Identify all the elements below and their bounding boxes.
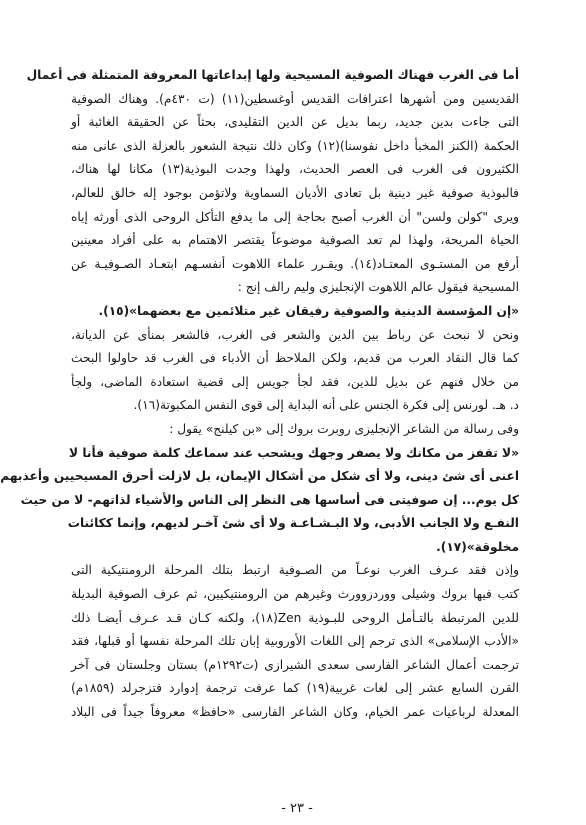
paragraph — [71, 418, 519, 442]
document-page — [0, 64, 520, 725]
text-line: اعنى أى شئ دينى، ولا أى شكل من أشكال الإيمان، بل لازلت أحرق المسيحيين وأعذبهم — [0, 469, 519, 484]
paragraph — [0, 442, 519, 560]
text-line: ترجمت أعمال الشاعر الفارسى سعدى الشيرازى (ت١٢٩٢م) بستان وجلستان فى آخر — [71, 657, 519, 672]
text-line: من خلال فنهم عن بديل للدين، فقد لجأ جويس إلى قضية استعادة الماضى، ولجأ — [71, 374, 519, 389]
text-line: «إن المؤسسة الدينية والصوفية رفيقان غير متلائمين مع بعضهما»(١٥). — [98, 303, 519, 318]
paragraph — [71, 324, 519, 418]
text-line: للدين المرتبطة بالتـأمل الروحى للبـوذية Zen(١٨)، ولكنه كـان قـد عـرف أيضـا ذلك — [71, 610, 519, 625]
text-line: ونحن لا نبحث عن رباط بين الدين والشعر فى الغرب، فالشعر بمنأى عن الديانة، — [71, 327, 519, 342]
text-line: «الأدب الإسلامى» الذى ترجم إلى اللغات الأوروبية إبان تلك المرحلة نفسها أو قبلها، فقد — [71, 634, 519, 649]
paragraph — [71, 559, 519, 724]
text-line: أما فى الغرب فهناك الصوفية المسيحية ولها إبداعاتها المعروفة المتمثلة فى أعمال — [26, 68, 519, 82]
text-line: التى جاءت بدين جديد، ربما بديل عن الدين التقليدى، بحثاً عن الحقيقة الغائبة أو — [71, 115, 519, 130]
text-line: كما قال النقاد العرب من قديم، ولكن الملاحظ أن الأدباء فى الغرب قد حاولوا البحث — [71, 351, 519, 366]
paragraph — [71, 300, 519, 324]
text-line: الكثيرون فى الغرب فى العصر الحديث، ولهذا وجدت البوذية(١٣) مكانا لها هناك، — [71, 162, 520, 177]
text-line: د. هـ. لورنس إلى فكرة الجنس على أنه البداية إلى قوى النفس المكبوتة(١٦). — [133, 398, 519, 413]
text-line: فالبوذية صوفية غير دينية بل تعادى الأديان السماوية ولاتؤمن بوجود إله خالق للعالم، — [71, 185, 519, 200]
text-line: المسيحية فيقول عالم اللاهوت الإنجليزى وليم رالف إنج : — [237, 280, 519, 295]
text-line: القرن السابع عشر إلى لغات غربية(١٩) كما عرفت ترجمة إدوارد فتزجرلد (١٨٥٩م) — [71, 681, 519, 696]
text-line: كل يوم... إن صوفيتى فى أساسها هى النظر إلى الناس والأشياء لذاتهم- لا من حيث — [20, 492, 519, 507]
text-line: الحكمة (الكنز المخبأ داخل نفوسنا)(١٢) وكان ذلك نتيجة الشعور بالعزلة الذى عانى منه — [71, 138, 519, 153]
paragraph — [26, 64, 520, 300]
text-line: أرفع من المستـوى المعتـاد(١٤). ويقـرر علماء اللاهوت أنفسـهم ابتعـاد الصـوفيـة عن — [71, 256, 519, 271]
text-line: «لا تقفز من مكانك ولا يصفر وجهك ويشحب عند سماعك كلمة صوفية فأنا لا — [69, 445, 519, 460]
text-line: وإذن فقد عـرف الغرب نوعـاً من الصـوفية ارتبط بتلك المرحلة الرومنتيكية التى — [71, 563, 519, 578]
text-line: ويرى "كولن ولسن" أن الغرب أصبح بحاجة إلى ما يدفع التأكل الروحى الذى أورثه إياه — [71, 209, 519, 224]
text-line: النفـع ولا الجانب الأدبى، ولا البـشـاعـة ولا أى شئ آخـر لديهم، وإنما ككائنات — [67, 516, 519, 531]
page-number: - ٢٣ - — [281, 801, 313, 816]
text-line: القديسين ومن أشهرها اعترافات القديس أوغسطين(١١) (ت ٤٣٠م). وهناك الصوفية — [71, 91, 519, 106]
text-line: الحياة المريحة، ولهذا لم تعد الصوفية موضوعاً يقتصر الاهتمام به على أفراد معينين — [71, 233, 519, 248]
text-line: المعدلة لرباعيات عمر الخيام، وكان الشاعر الفارسى «حافظ» معروفاً جيداً فى البلاد — [71, 705, 519, 720]
text-line: وفى رسالة من الشاعر الإنجليزى روبرت بروك إلى «بن كيلنج» يقول : — [169, 421, 519, 436]
text-line: مخلوقة»(١٧). — [436, 539, 519, 554]
text-line: كتب فيها بروك وشيلى ووردزوورث وغيرهم من الرومنتيكيين، ثم عرف الصوفية البديلة — [71, 587, 519, 602]
